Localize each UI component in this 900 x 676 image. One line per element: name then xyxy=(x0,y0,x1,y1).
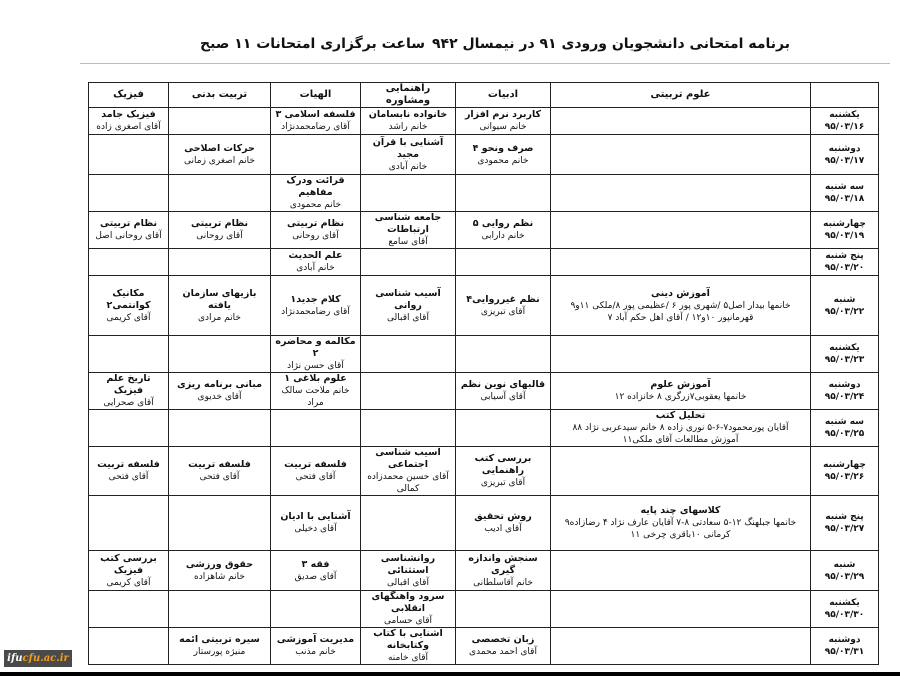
proctor-line: خانمها بیدار اصل۵ /شهری پور ۶ /عظیمی پور ۸/ملکی ۱۱و۹ xyxy=(570,300,791,311)
cell-literature xyxy=(456,175,551,212)
date-cell xyxy=(811,212,879,249)
cell-educational-sciences xyxy=(551,373,811,410)
course-name: آسیب شناسی اجتماعی xyxy=(375,447,441,470)
course-name: بررسی کتب راهنمایی xyxy=(474,453,532,476)
cell-physics xyxy=(89,496,169,551)
course-name: خانواده نابسامان xyxy=(368,109,448,120)
teacher-name: آقای روحانی اصل xyxy=(95,231,162,241)
teacher-name: آقای تبریزی xyxy=(480,306,526,317)
course-name: آموزش علوم xyxy=(650,379,711,390)
cell-theology xyxy=(271,447,361,496)
teacher-name: آقای کریمی xyxy=(106,312,151,323)
cell-literature xyxy=(456,551,551,591)
course-name: فیزیک جامد xyxy=(101,109,156,120)
day-name: سه شنبه xyxy=(824,182,865,192)
col-header-date xyxy=(811,83,879,108)
teacher-name: آقای حسن نژاد xyxy=(287,361,344,371)
course-name: نظم غیرروایی۴ xyxy=(466,293,540,305)
cell-physical-education xyxy=(169,135,271,175)
cell-literature xyxy=(456,276,551,336)
cell-literature xyxy=(456,135,551,175)
table-row xyxy=(89,135,879,175)
cell-counseling xyxy=(361,175,456,212)
table-row xyxy=(89,276,879,336)
teacher-name: خانم سیوانی xyxy=(479,122,527,132)
exam-date: ۹۵/۰۳/۲۵ xyxy=(824,429,865,439)
cell-theology xyxy=(271,591,361,628)
table-row xyxy=(89,249,879,276)
cell-physics xyxy=(89,135,169,175)
day-name: چهارشنبه xyxy=(823,219,866,229)
date-cell xyxy=(811,447,879,496)
teacher-name: خانم محمودی xyxy=(289,200,342,210)
course-name: آشنایی با ادیان xyxy=(280,511,351,522)
exam-date: ۹۵/۰۳/۱۸ xyxy=(824,194,865,204)
table-row xyxy=(89,591,879,628)
date-cell xyxy=(811,276,879,336)
teacher-name: خانم محمودی xyxy=(477,155,529,166)
cell-educational-sciences xyxy=(551,212,811,249)
title-exam-time: ساعت برگزاری امتحانات ۱۱ صبح xyxy=(200,36,425,52)
col-header-educational-sciences: علوم تربیتی xyxy=(551,83,811,108)
teacher-name: آقای رضامحمدنژاد xyxy=(281,306,350,317)
cell-physical-education xyxy=(169,496,271,551)
cell-theology xyxy=(271,373,361,410)
date-cell xyxy=(811,175,879,212)
cell-counseling xyxy=(361,447,456,496)
teacher-name: آقای رضامحمدنژاد xyxy=(281,122,350,132)
course-name: تحلیل کتب xyxy=(655,410,706,421)
cell-counseling xyxy=(361,249,456,276)
cell-educational-sciences xyxy=(551,551,811,591)
course-name: قرائت ودرک مفاهیم xyxy=(286,175,345,198)
cell-theology xyxy=(271,496,361,551)
cell-theology xyxy=(271,108,361,135)
cell-physics xyxy=(89,175,169,212)
exam-date: ۹۵/۰۳/۲۴ xyxy=(824,392,865,402)
teacher-name: آقای اصغری زاده xyxy=(96,122,161,132)
course-name: مکانیک کوانتمی۲ xyxy=(106,287,151,311)
proctor-line: کرمانی ۱۰باقری چرخی ۱۱ xyxy=(630,530,731,540)
teacher-name: منیژه پورستار xyxy=(193,647,246,657)
cell-counseling xyxy=(361,591,456,628)
teacher-name: خانم اصغری زمانی xyxy=(184,155,255,166)
cell-counseling xyxy=(361,373,456,410)
cell-literature xyxy=(456,108,551,135)
day-name: پنج شنبه xyxy=(825,251,864,261)
cell-literature xyxy=(456,447,551,496)
cell-theology xyxy=(271,175,361,212)
exam-date: ۹۵/۰۳/۲۶ xyxy=(824,472,865,482)
teacher-name: آقای روحانی xyxy=(292,231,339,241)
exam-date: ۹۵/۰۳/۲۰ xyxy=(824,263,865,273)
course-name: فقه ۳ xyxy=(301,558,330,570)
col-header-physical-education: تربیت بدنی xyxy=(169,83,271,108)
exam-date: ۹۵/۰۳/۱۶ xyxy=(824,122,865,132)
course-name: نظام تربیتی xyxy=(190,218,249,229)
table-row xyxy=(89,447,879,496)
course-name: فلسفه اسلامی ۳ xyxy=(275,109,356,120)
title-divider xyxy=(80,63,890,64)
date-cell xyxy=(811,551,879,591)
course-name: کلام جدید۱ xyxy=(290,293,341,305)
exam-date: ۹۵/۰۳/۲۳ xyxy=(824,355,865,365)
course-name: بررسی کتب فیزیک xyxy=(100,552,157,576)
proctor-line: قهرمانپور ۱۰و۱۲ / آقای اهل حکم آباد ۷ xyxy=(607,312,754,323)
cell-counseling xyxy=(361,628,456,665)
teacher-name: آقای فتحی xyxy=(295,472,336,482)
course-name: روانشناسی استثنائی xyxy=(380,552,436,576)
course-name: مبانی برنامه ریزی xyxy=(176,379,263,390)
course-name: علوم بلاغی ۱ xyxy=(284,373,347,384)
teacher-name: آقای آسیابی xyxy=(480,392,526,402)
teacher-name: خانم آبادی xyxy=(388,161,428,172)
date-cell xyxy=(811,108,879,135)
cell-physics xyxy=(89,108,169,135)
course-name: حرکات اصلاحی xyxy=(184,142,255,154)
cell-literature xyxy=(456,628,551,665)
cell-physics xyxy=(89,336,169,373)
cell-counseling xyxy=(361,135,456,175)
cell-educational-sciences xyxy=(551,135,811,175)
proctor-line: خانمها جبلهنگ ۱۲-۵ سعادتی ۸-۷ آقایان عارف نژاد ۴ رضازاده۹ xyxy=(564,518,797,528)
date-cell xyxy=(811,336,879,373)
cell-counseling xyxy=(361,410,456,447)
cell-theology xyxy=(271,551,361,591)
day-name: یکشنبه xyxy=(829,110,860,120)
teacher-name: خانم آقاسلطانی xyxy=(473,577,533,588)
exam-date: ۹۵/۰۳/۱۹ xyxy=(824,231,865,241)
cell-physical-education xyxy=(169,276,271,336)
day-name: چهارشنبه xyxy=(823,460,866,470)
teacher-name: آقای کریمی xyxy=(106,577,151,588)
cell-counseling xyxy=(361,276,456,336)
course-name: فلسفه تربیت xyxy=(188,459,251,470)
day-name: یکشنبه xyxy=(829,343,860,353)
exam-date: ۹۵/۰۳/۳۱ xyxy=(824,647,865,657)
col-header-physics: فیزیک xyxy=(89,83,169,108)
teacher-name: خانم ملاحت سالک مراد xyxy=(281,386,350,408)
bottom-bar xyxy=(0,672,900,676)
cell-physical-education xyxy=(169,336,271,373)
cell-physical-education xyxy=(169,212,271,249)
course-name: قالبهای نوین نظم xyxy=(460,379,546,390)
course-name: سیره تربیتی ائمه xyxy=(179,634,260,645)
cell-educational-sciences xyxy=(551,496,811,551)
teacher-name: آقای تبریزی xyxy=(480,478,526,488)
course-name: صرف ونحو ۴ xyxy=(472,142,534,154)
cell-physical-education xyxy=(169,447,271,496)
cell-literature xyxy=(456,591,551,628)
teacher-name: خانم مرادی xyxy=(197,312,241,323)
teacher-name: آقای خامنه xyxy=(387,653,429,663)
col-header-literature: ادبیات xyxy=(456,83,551,108)
course-name: نظام تربیتی xyxy=(286,218,345,229)
cell-educational-sciences xyxy=(551,591,811,628)
col-header-theology: الهیات xyxy=(271,83,361,108)
course-name: فلسفه تربیت xyxy=(97,459,160,470)
cell-literature xyxy=(456,212,551,249)
day-name: دوشنبه xyxy=(828,635,861,645)
exam-date: ۹۵/۰۳/۱۷ xyxy=(824,155,865,166)
course-name: آشنایی با قرآن مجید xyxy=(372,136,444,160)
exam-date: ۹۵/۰۳/۲۲ xyxy=(824,306,865,317)
table-row xyxy=(89,336,879,373)
teacher-name: خانم شاهزاده xyxy=(194,571,245,582)
teacher-name: آقای صحرایی xyxy=(103,398,154,408)
cell-counseling xyxy=(361,212,456,249)
day-name: پنج شنبه xyxy=(825,512,864,522)
cell-physics xyxy=(89,373,169,410)
title-main: برنامه امتحانی دانشجویان ورودی ۹۱ در نیمسال ۹۴۲ xyxy=(432,36,790,52)
course-name: تاریخ علم فیزیک xyxy=(106,373,151,396)
cell-physics xyxy=(89,628,169,665)
cell-physical-education xyxy=(169,628,271,665)
cell-educational-sciences xyxy=(551,447,811,496)
teacher-name: خانم راشد xyxy=(388,122,428,132)
teacher-name: آقای دخیلی xyxy=(294,524,337,534)
table-row xyxy=(89,628,879,665)
course-name: کاربرد نرم افزار xyxy=(464,109,542,120)
date-cell xyxy=(811,410,879,447)
teacher-name: آقای اقبالی xyxy=(387,577,429,588)
teacher-name: خانم دارابی xyxy=(481,231,525,241)
cell-physical-education xyxy=(169,373,271,410)
course-name: آشنایی با کتاب وکتابخانه xyxy=(373,628,443,651)
cell-theology xyxy=(271,410,361,447)
exam-date: ۹۵/۰۳/۲۹ xyxy=(824,571,865,582)
course-name: جامعه شناسی ارتباطات xyxy=(374,212,442,235)
proctor-line: آموزش مطالعات آقای ملکی۱۱ xyxy=(622,435,739,445)
cell-physical-education xyxy=(169,249,271,276)
course-name: روش تحقیق xyxy=(474,511,532,522)
table-row xyxy=(89,108,879,135)
cell-physical-education xyxy=(169,551,271,591)
date-cell xyxy=(811,496,879,551)
cell-educational-sciences xyxy=(551,628,811,665)
cell-literature xyxy=(456,249,551,276)
teacher-name: آقای صدیق xyxy=(294,571,337,582)
cell-physical-education xyxy=(169,175,271,212)
day-name: شنبه xyxy=(833,559,856,570)
table-row xyxy=(89,212,879,249)
cell-physical-education xyxy=(169,591,271,628)
cell-physics xyxy=(89,551,169,591)
cell-physics xyxy=(89,447,169,496)
proctor-line: آقایان پورمحمود۷-۶-۵ نوری زاده ۸ خانم سیدعربی نژاد ۸۸ xyxy=(572,423,789,433)
exam-schedule-table xyxy=(88,82,879,665)
cell-physics xyxy=(89,276,169,336)
course-name: نظم روایی ۵ xyxy=(472,218,534,229)
teacher-name: آقای حسین محمدزاده کمالی xyxy=(367,472,449,494)
cell-counseling xyxy=(361,551,456,591)
cell-theology xyxy=(271,336,361,373)
course-name: نظام تربیتی xyxy=(99,218,158,229)
cell-literature xyxy=(456,496,551,551)
cell-literature xyxy=(456,410,551,447)
teacher-name: آقای فتحی xyxy=(199,472,240,482)
course-name: علم الحدیث xyxy=(288,250,343,261)
day-name: شنبه xyxy=(833,294,856,305)
date-cell xyxy=(811,249,879,276)
course-name: مکالمه و محاضره ۲ xyxy=(275,336,356,359)
cell-educational-sciences xyxy=(551,175,811,212)
date-cell xyxy=(811,373,879,410)
teacher-name: خانم آبادی xyxy=(296,263,335,273)
cell-educational-sciences xyxy=(551,336,811,373)
day-name: یکشنبه xyxy=(829,598,860,608)
cell-theology xyxy=(271,628,361,665)
date-cell xyxy=(811,591,879,628)
exam-date: ۹۵/۰۳/۲۷ xyxy=(824,524,865,534)
teacher-name: آقای خدیوی xyxy=(197,392,242,402)
course-name: سنجش واندازه گیری xyxy=(468,552,538,576)
table-row xyxy=(89,496,879,551)
cell-theology xyxy=(271,249,361,276)
table-row xyxy=(89,410,879,447)
table-row xyxy=(89,373,879,410)
cell-physical-education xyxy=(169,108,271,135)
teacher-name: آقای حسامی xyxy=(383,616,433,626)
exam-date: ۹۵/۰۳/۳۰ xyxy=(824,610,865,620)
teacher-name: آقای ادیب xyxy=(484,524,522,534)
cell-literature xyxy=(456,373,551,410)
course-name: مدیریت آموزشی xyxy=(276,634,355,645)
document-title xyxy=(160,36,790,58)
teacher-name: آقای سامع xyxy=(388,237,428,247)
course-name: سرود وآهنگهای انقلابی xyxy=(371,591,445,614)
course-name: کلاسهای چند پایه xyxy=(640,505,721,516)
cell-counseling xyxy=(361,336,456,373)
col-header-counseling: راهنمایی ومشاوره xyxy=(361,83,456,108)
site-logo: ifucfu.ac.ir xyxy=(4,650,72,667)
cell-theology xyxy=(271,276,361,336)
teacher-name: آقای روحانی xyxy=(196,231,243,241)
date-cell xyxy=(811,628,879,665)
teacher-name: آقای احمد محمدی xyxy=(469,647,537,657)
date-cell xyxy=(811,135,879,175)
course-name: زبان تخصصی xyxy=(471,634,535,645)
cell-physics xyxy=(89,212,169,249)
course-name: حقوق ورزشی xyxy=(185,558,254,570)
cell-educational-sciences xyxy=(551,108,811,135)
cell-physics xyxy=(89,249,169,276)
course-name: آموزش دینی xyxy=(651,287,710,299)
course-name: فلسفه تربیت xyxy=(284,459,347,470)
cell-physics xyxy=(89,591,169,628)
proctor-line: خانمها یعقوبی۷زرگری ۸ خانزاده ۱۲ xyxy=(614,392,747,402)
cell-literature xyxy=(456,336,551,373)
teacher-name: آقای اقبالی xyxy=(387,312,429,323)
teacher-name: خانم مذنب xyxy=(295,647,336,657)
cell-theology xyxy=(271,212,361,249)
cell-physical-education xyxy=(169,410,271,447)
cell-educational-sciences xyxy=(551,276,811,336)
cell-theology xyxy=(271,135,361,175)
teacher-name: آقای فتحی xyxy=(108,472,149,482)
cell-counseling xyxy=(361,108,456,135)
cell-physics xyxy=(89,410,169,447)
table-row xyxy=(89,175,879,212)
table-row xyxy=(89,551,879,591)
course-name: آسیب شناسی روانی xyxy=(375,287,441,311)
day-name: دوشنبه xyxy=(828,380,861,390)
cell-educational-sciences xyxy=(551,249,811,276)
header-row xyxy=(89,83,879,108)
cell-counseling xyxy=(361,496,456,551)
day-name: دوشنبه xyxy=(828,143,861,154)
cell-educational-sciences xyxy=(551,410,811,447)
day-name: سه شنبه xyxy=(824,417,865,427)
course-name: بازیهای سازمان یافته xyxy=(182,287,257,311)
